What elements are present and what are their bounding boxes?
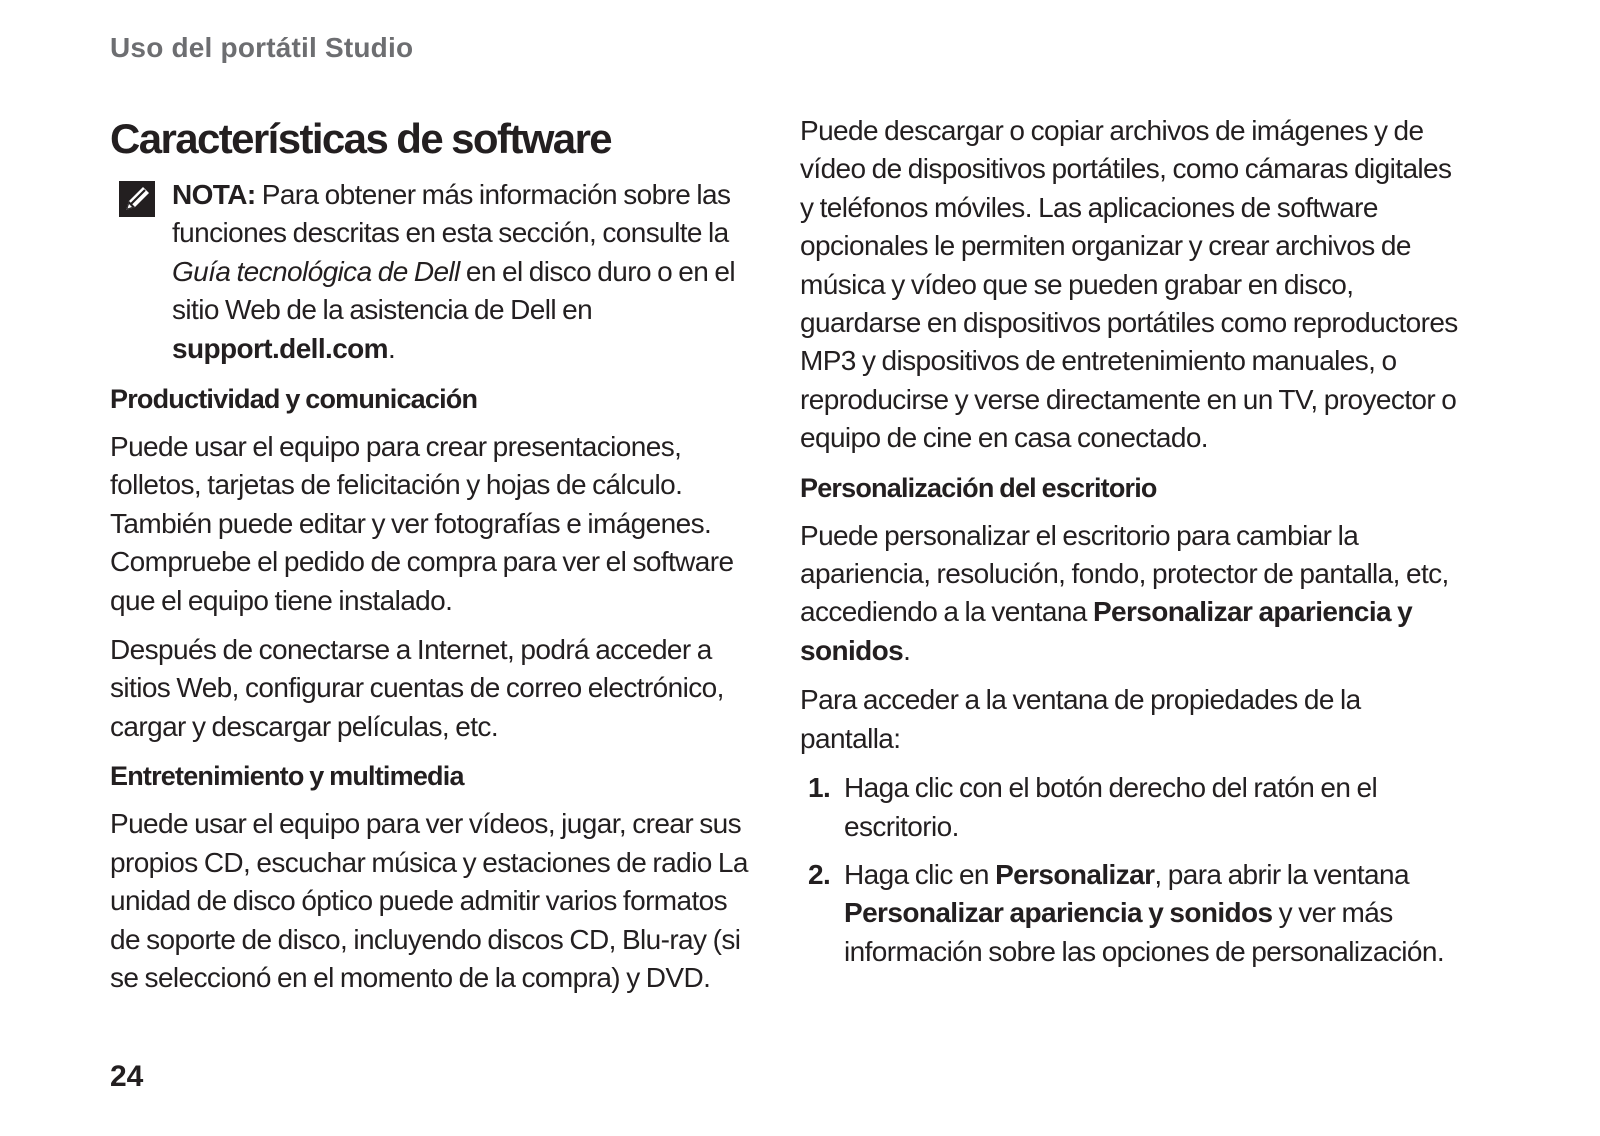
section-heading-productivity: Productividad y comunicación	[110, 384, 478, 415]
page-title: Características de software	[110, 115, 612, 162]
guide-title: Guía tecnológica de Dell	[172, 255, 460, 287]
note-text-2: en el disco duro o en el sitio Web de la asistencia de Dell en	[172, 255, 735, 326]
note-text-3: .	[387, 332, 396, 364]
step-bold-2: Personalizar apariencia y sonidos	[844, 897, 1273, 929]
paragraph: Después de conectarse a Internet, podrá acceder a sitios Web, configurar cuentas de correo electrónico, cargar y descargar películas, etc.	[110, 634, 724, 742]
window-name: Personalizar apariencia y sonidos	[800, 596, 1413, 666]
note-block	[110, 176, 760, 368]
paragraph: Puede usar el equipo para crear presentaciones, folletos, tarjetas de felicitación y hojas de cálculo. También puede editar y ver fotografías e imágenes. Compruebe el pedido de compra para ver el software que el equipo tiene instalado.	[110, 431, 734, 616]
section-heading-desktop: Personalización del escritorio	[800, 472, 1157, 503]
paragraph	[800, 517, 1460, 671]
left-column	[110, 110, 760, 1008]
step-text: Haga clic con el botón derecho del ratón en el escritorio.	[844, 772, 1378, 842]
paragraph: Puede usar el equipo para ver vídeos, jugar, crear sus propios CD, escuchar música y estaciones de radio La unidad de disco óptico puede admitir varios formatos de soporte de disco, incluyendo discos CD, Blu-ray (si se seleccionó en el momento de la compra) y DVD.	[110, 808, 748, 993]
step-number: 2.	[808, 858, 831, 890]
page-number: 24	[110, 1060, 144, 1093]
running-head: Uso del portátil Studio	[110, 32, 414, 63]
list-item	[800, 769, 1460, 846]
step-text-1: Haga clic en	[844, 858, 996, 890]
pencil-note-icon	[118, 180, 156, 218]
list-item	[800, 856, 1460, 971]
step-text-3: y ver más información sobre las opciones de personalización.	[844, 897, 1445, 967]
note-label: NOTA:	[172, 179, 256, 210]
section-heading-entertainment: Entretenimiento y multimedia	[110, 761, 464, 792]
note-text-1: Para obtener más información sobre las funciones descritas en esta sección, consulte la	[172, 179, 731, 249]
step-bold-1: Personalizar	[995, 858, 1155, 890]
step-number: 1.	[808, 772, 831, 804]
support-url: support.dell.com	[172, 332, 388, 364]
paragraph-text: Puede personalizar el escritorio para cambiar la apariencia, resolución, fondo, protector de pantalla, etc, accediendo a la ventana	[800, 519, 1449, 628]
step-text-2: , para abrir la ventana	[1154, 858, 1409, 890]
paragraph: Puede descargar o copiar archivos de imágenes y de vídeo de dispositivos portátiles, como cámaras digitales y teléfonos móviles. Las aplicaciones de software opcionales le permiten organizar y crear archivos de música y vídeo que se pueden grabar en disco, guardarse en dispositivos portátiles como reproductores MP3 y dispositivos de entretenimiento manuales, o reproducirse y verse directamente en un TV, proyector o equipo de cine en casa conectado.	[800, 115, 1458, 454]
paragraph: Para acceder a la ventana de propiedades de la pantalla:	[800, 684, 1361, 754]
steps-list	[800, 769, 1460, 971]
right-column	[800, 112, 1460, 981]
paragraph-end: .	[903, 634, 911, 666]
